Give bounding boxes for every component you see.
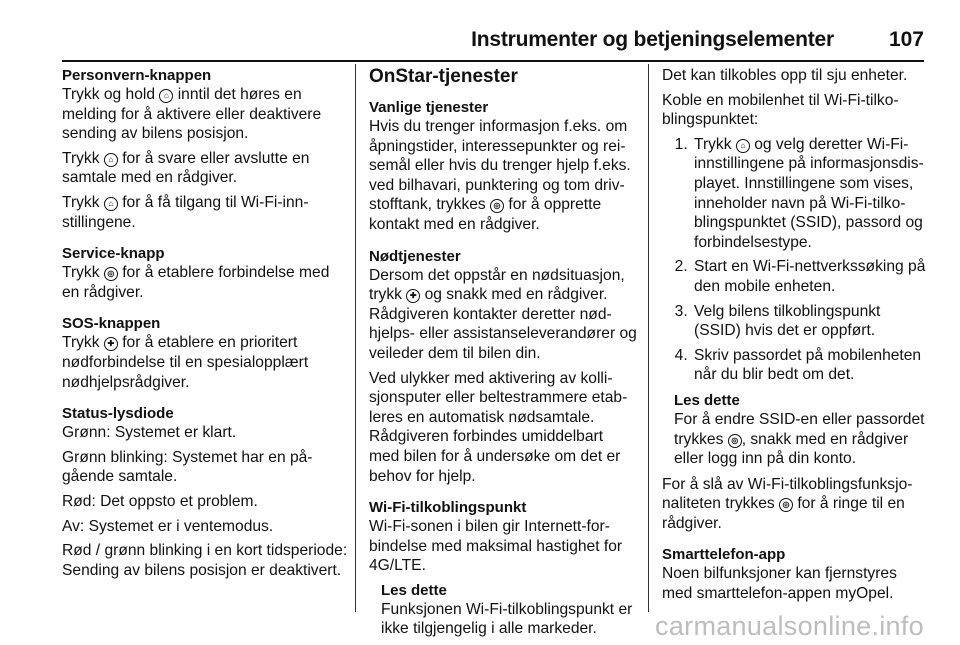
emergency-paragraph-1 — [369, 266, 637, 364]
note-heading: Les dette — [381, 581, 447, 599]
connect-steps — [662, 135, 926, 385]
text: Trykk og hold — [62, 86, 160, 103]
onstar-service-icon: ◎ — [779, 498, 793, 512]
app-heading: Smarttelefon-app — [662, 546, 786, 564]
privacy-button-icon: ⌂ — [104, 197, 118, 211]
text: for å få tilgang til Wi-Fi-innstillingene. — [62, 193, 309, 231]
sos-heading: SOS-knappen — [62, 315, 161, 333]
text: Trykk — [62, 334, 104, 352]
text: Hvis du trenger informasjon f.eks. om åpningstider, interessepunkter og reisemål eller hvis du trenger hjelp f.eks. ved bilhavari, punktering og tom drivstofftank, trykkes — [369, 118, 631, 214]
status-item: Grønn blinking: Systemet har en pågående samtale. — [62, 448, 313, 486]
ssid-note — [674, 391, 926, 469]
status-heading: Status-lysdiode — [62, 405, 174, 423]
privacy-heading: Personvern-knappen — [62, 67, 212, 84]
text: og velg deretter Wi-Fi-innstillingene på informasjonsdisplayet. Innstillingene som vises, inneholder navn på Wi-Fi-tilkoblingspunktet (SSID), passord og forbindelsestype. — [694, 135, 924, 251]
column-divider-2 — [648, 64, 649, 612]
step-item: 3. Velg bilens tilkoblingspunkt (SSID) hvis det er oppført. — [692, 302, 926, 341]
emergency-heading: Nødtjenester — [369, 247, 461, 265]
common-services-heading: Vanlige tjenester — [369, 99, 489, 116]
text: for å etablere forbindelse med en rådgiver. — [62, 264, 330, 301]
column-1 — [62, 66, 348, 585]
step-item: 2. Start en Wi-Fi-nettverkssøking på den mobile enheten. — [692, 257, 926, 296]
sos-icon: ✚ — [104, 337, 118, 351]
column-divider-1 — [355, 64, 356, 612]
emergency-paragraph-2: Ved ulykker med aktivering av kollisjonsputer eller beltestrammere etableres en automatisk nødsamtale. Rådgiveren forbindes umiddelbart med bilen for å undersøke om det er behov for hjelp. — [369, 369, 628, 485]
column-3 — [662, 66, 926, 609]
text: Trykk — [62, 149, 104, 167]
privacy-paragraph-3 — [62, 193, 348, 232]
onstar-service-icon: ◎ — [104, 267, 118, 281]
note-text — [674, 410, 926, 469]
status-item: Grønn: Systemet er klart. — [62, 424, 237, 442]
service-paragraph — [62, 263, 348, 302]
text: , snakk med en rådgiver eller logg inn på din konto. — [674, 430, 909, 468]
privacy-paragraph-2 — [62, 149, 348, 188]
page-number: 107 — [888, 28, 924, 51]
text: for å svare eller avslutte en samtale med en rådgiver. — [62, 149, 310, 187]
service-heading: Service-knapp — [62, 245, 165, 263]
text: inntil det høres en melding for å aktivere eller deaktivere sending av bilens posisjon. — [62, 86, 322, 143]
devices-paragraph: Det kan tilkobles opp til sju enheter. — [662, 67, 908, 84]
wifi-off-paragraph — [662, 475, 926, 534]
text: Trykk — [62, 193, 104, 211]
wifi-note — [381, 581, 637, 639]
onstar-service-icon: ◎ — [490, 199, 504, 213]
status-item: Rød / grønn blinking i en kort tidsperiode: Sending av bilens posisjon er deaktivert. — [62, 542, 348, 579]
privacy-button-icon: ⌂ — [159, 89, 173, 103]
status-item: Av: Systemet er i ventemodus. — [62, 517, 274, 535]
header-divider — [62, 60, 924, 62]
column-2 — [369, 66, 637, 645]
text: For å endre SSID-en eller passordet trykkes — [674, 410, 925, 448]
privacy-button-icon: ⌂ — [104, 153, 118, 167]
privacy-paragraph-1 — [62, 85, 348, 144]
step-item — [692, 135, 926, 253]
sos-icon: ✚ — [406, 289, 420, 303]
status-item: Rød: Det oppsto et problem. — [62, 492, 258, 510]
step-item: 4. Skriv passordet på mobilenheten når du blir bedt om det. — [692, 346, 926, 385]
sos-paragraph — [62, 333, 348, 392]
connect-paragraph: Koble en mobilenhet til Wi-Fi-tilkoblingspunktet: — [662, 91, 899, 129]
text: For å slå av Wi-Fi-tilkoblingsfunksjonaliteten trykkes — [662, 475, 913, 513]
wifi-heading: Wi-Fi-tilkoblingspunkt — [369, 499, 527, 517]
text: og snakk med en rådgiver. Rådgiveren kontakter deretter nødhjelps- eller assistanseleverandører og veileder dem til bilen din. — [369, 286, 637, 362]
common-services-paragraph — [369, 117, 637, 235]
text: for å ringe til en rådgiver. — [662, 495, 905, 532]
text: Trykk — [62, 264, 104, 282]
wifi-paragraph: Wi-Fi-sonen i bilen gir Internett-forbindelse med maksimal hastighet for 4G/LTE. — [369, 518, 623, 575]
text: Trykk — [694, 135, 736, 153]
privacy-button-icon: ⌂ — [736, 139, 750, 153]
app-paragraph: Noen bilfunksjoner kan fjernstyres med smarttelefon-appen myOpel. — [662, 565, 897, 603]
onstar-service-icon: ◎ — [728, 434, 742, 448]
text: Dersom det oppstår en nødsituasjon, trykk — [369, 266, 625, 304]
text: for å etablere en prioritert nødforbindelse til en spesialopplært nødhjelpsrådgiver. — [62, 334, 309, 391]
note-text: Funksjonen Wi-Fi-tilkoblingspunkt er ikke tilgjengelig i alle markeder. — [381, 600, 633, 638]
page-title: Instrumenter og betjeningselementer — [471, 28, 834, 51]
page-header — [62, 20, 924, 60]
note-heading: Les dette — [674, 391, 740, 409]
watermark: carmanualsonline.info — [655, 611, 924, 641]
text: for å opprette kontakt med en rådgiver. — [369, 196, 602, 233]
onstar-heading: OnStar-tjenester — [369, 66, 518, 87]
